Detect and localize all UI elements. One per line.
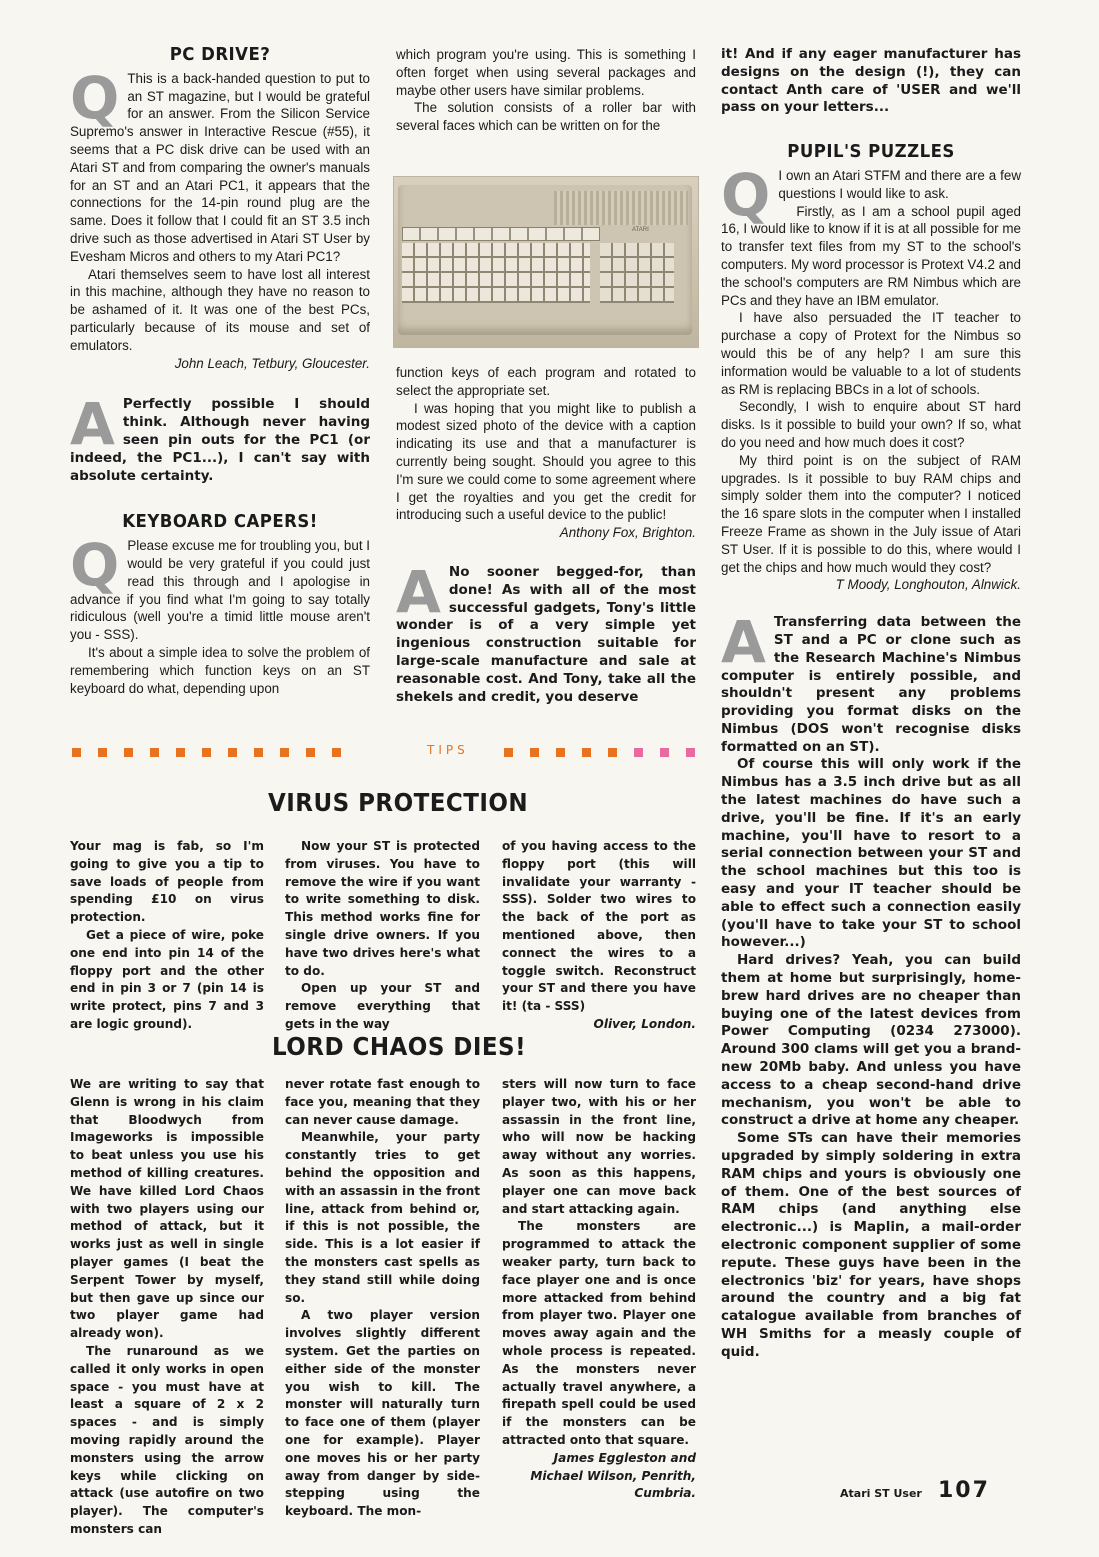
pc-drive-title: PC DRIVE?	[169, 44, 271, 65]
divider-square	[556, 748, 565, 757]
divider-square	[228, 748, 237, 757]
pupils-letter-p3: I have also persuaded the IT teacher to purchase a copy of Protext for the Nimbus so would this be of any help? I am sure this information would be valuable to a lot of students as RM is replacing BBCs in a lot of schools.	[721, 310, 1021, 397]
atari-st-keyboard-photo	[393, 176, 699, 348]
divider-square	[124, 748, 133, 757]
pupils-answer-p2: Of course this will only work if the Nimbus has a 3.5 inch drive but as all the latest machines do have such a drive, you'll be fine. If it's an early machine, you'll have to resort to a serial connection between your ST and the school machines but this too is easy and your IT teacher should be able to effect such a connection easily (you'll have to take your ST to school however...)	[721, 756, 1021, 951]
a-dropcap: A	[70, 390, 115, 459]
chaos-col-1	[70, 1076, 264, 1539]
chaos-title: LORD CHAOS DIES!	[272, 1032, 527, 1061]
keyboard-letter-p6: I was hoping that you might like to publish a modest sized photo of the device with a caption indicating its use and that a manufacturer is currently being sought. Should you agree to this I'm sure we could come to some agreement where I get the royalties and you get the credit for introducing such a useful device to the public!	[396, 400, 696, 523]
virus-signature: Oliver, London.	[593, 1016, 696, 1031]
divider-square	[530, 748, 539, 757]
pupils-letter-p2: Firstly, as I am a school pupil aged 16, I would like to know if it is at all possible for me to transfer text files from my ST to the school's computers. My word processor is Protext V4.2 and the school's computers are RM Nimbus which are PCs and they have an IBM emulator.	[721, 203, 1021, 308]
column-left-top	[70, 46, 370, 697]
pc-drive-signature: John Leach, Tetbury, Gloucester.	[174, 355, 370, 371]
tips-divider	[72, 743, 698, 761]
q-dropcap: Q	[70, 531, 120, 600]
divider-square	[254, 748, 263, 757]
chaos-p7: The monsters are programmed to attack the weaker party, turn back to face player one and is once more attacked from behind from player two. Player one moves away again and the whole process is repeated. As the monsters never actually travel anywhere, a firepath spell could be used if the monsters can be attracted onto that square.	[502, 1219, 696, 1447]
keyboard-letter-p5: function keys of each program and rotated to select the appropriate set.	[396, 365, 696, 398]
divider-square	[332, 748, 341, 757]
q-dropcap: Q	[70, 63, 120, 132]
column-middle-top	[396, 46, 696, 135]
pupils-title: PUPIL'S PUZZLES	[787, 141, 955, 163]
vent-grille	[554, 191, 688, 225]
divider-square	[686, 748, 695, 757]
keyboard-letter-p1: Please excuse me for troubling you, but I would be very grateful if you could just read this through and I apologise in advance if you find what I'm going to say totally ridiculous (well you're a timid little mouse aren't you - SSS).	[70, 538, 370, 643]
virus-col-2	[285, 838, 480, 1034]
divider-square	[72, 748, 81, 757]
a-dropcap: A	[396, 557, 441, 626]
divider-square	[280, 748, 289, 757]
function-key-roller	[402, 227, 600, 241]
divider-square	[98, 748, 107, 757]
tips-label: TIPS	[427, 743, 469, 757]
chaos-signature: James Eggleston and Michael Wilson, Penrith, Cumbria.	[530, 1450, 696, 1501]
pc-drive-answer: Perfectly possible I should think. Although never having seen pin outs for the PC1 (or indeed, the PC1...), I can't say with absolute certainty.	[70, 396, 370, 484]
chaos-col-2	[285, 1076, 480, 1521]
pc-drive-letter-p1: This is a back-handed question to put to an ST magazine, but I would be grateful for an answer. From the Silicon Service Supremo's answer in Interactive Rescue (#55), it seems that a PC disk drive can be used with an Atari ST and from comparing the owner's manuals for an ST and an Atari PC1, it appears that the connections for the 14-pin round plug are the same. Does it follow that I could fit an ST 3.5 inch drive such as those advertised in Atari ST User by Evesham Micros and others to my Atari PC1?	[70, 70, 370, 264]
column-middle-mid	[396, 364, 696, 706]
pupils-answer-p3: Hard drives? Yeah, you can build them at home but surprisingly, home-brew hard drives are no cheaper than buying one of the latest devices from Power Computing (0234 273000). Around 300 clams will get you a brand-new 20Mb baby. And unless you have access to a cheap second-hand drive mechanism, you won't be able to construct a drive at home any cheaper.	[721, 952, 1021, 1129]
main-keys	[402, 243, 590, 303]
keyboard-letter-p4: The solution consists of a roller bar with several faces which can be written on for the	[396, 100, 696, 134]
pupils-letter-p1: I own an Atari STFM and there are a few questions I would like to ask.	[778, 167, 1021, 201]
divider-square	[582, 748, 591, 757]
numeric-keypad	[600, 243, 674, 303]
virus-p3: Now your ST is protected from viruses. You have to remove the wire if you want to write something to disk. This method works fine for single drive owners. If you have two drives here's what to do.	[285, 839, 480, 978]
keyboard-answer-cont: it! And if any eager manufacturer has designs on the design (!), they can contact Anth care of 'USER and we'll pass on your letters...	[721, 46, 1021, 116]
virus-col-3	[502, 838, 696, 1034]
pc-drive-letter-p2: Atari themselves seem to have lost all interest in this machine, although they have no reason to be ashamed of it. It was one of the best PCs, particularly because of its mouse and set of emulators.	[70, 266, 370, 353]
virus-title: VIRUS PROTECTION	[268, 788, 529, 817]
chaos-col-3	[502, 1076, 696, 1503]
pupils-answer-p1: Transferring data between the ST and a PC or clone such as the Research Machine's Nimbus computer is entirely possible, and shouldn't present any problems providing you format disks on the Nimbus (DOS won't recognise disks formatted on an ST).	[721, 614, 1021, 755]
virus-col-1	[70, 838, 264, 1034]
magazine-name: Atari ST User	[840, 1487, 922, 1500]
chaos-p1: We are writing to say that Glenn is wrong in his claim that Bloodwych from Imageworks is impossible to beat unless you use his method of killing creatures. We have killed Lord Chaos with two players using our method of attack, but it works just as well in single player games (I beat the Serpent Tower by myself, but then gave up since our two player game had already won).	[70, 1077, 264, 1341]
chaos-p2: The runaround as we called it only works in open space - you must have at least a square of 2 x 2 spaces - and is simply moving rapidly around the monsters using the arrow keys while clicking on attack (use autofire on two player). The computer's monsters can	[70, 1343, 264, 1536]
divider-square	[504, 748, 513, 757]
keyboard-letter-p2: It's about a simple idea to solve the problem of remembering which function keys on an ST keyboard do what, depending upon	[70, 644, 370, 696]
pupils-letter-p4: Secondly, I wish to enquire about ST hard disks. Is it possible to build your own? If so, what do you need and how much does it cost?	[721, 399, 1021, 450]
virus-p1: Your mag is fab, so I'm going to give you a tip to save loads of people from spending £10 on virus protection.	[70, 839, 264, 925]
pupils-answer-p4: Some STs can have their memories upgraded by simply soldering in extra RAM chips and yours is obviously one of them. One of the best sources of RAM chips (and anything else electronic...) is Maplin, a mail-order electronic component supplier of some repute. These guys have been in the electronics 'biz' for years, have shops around the country and a big fat catalogue available from branches of WH Smiths for a measly couple of quid.	[721, 1130, 1021, 1360]
virus-p2: Get a piece of wire, poke one end into pin 14 of the floppy port and the other end in pin 3 or 7 (pin 14 is write protect, pins 7 and 3 are logic ground).	[70, 927, 264, 1031]
chaos-p4: Meanwhile, your party constantly tries to get behind the opposition and with an assassin in the front line, attack from behind or, if this is not possible, the side. This is a lot easier if the monsters cast spells as they stand still while doing so.	[285, 1130, 480, 1305]
divider-square	[306, 748, 315, 757]
chaos-p3: never rotate fast enough to face you, meaning that they can never cause damage.	[285, 1077, 480, 1127]
divider-square	[660, 748, 669, 757]
pupils-letter-p5: My third point is on the subject of RAM upgrades. Is it possible to buy RAM chips and simply solder them into the computer? I noticed the 16 spare slots in the computer when I installed Freeze Frame as shown in the July issue of Atari ST User. If it is possible to do this, where would I get the chips and how much would they cost?	[721, 452, 1021, 575]
page-number: 107	[938, 1478, 990, 1503]
virus-p4: Open up your ST and remove everything that gets in the way	[285, 981, 480, 1031]
divider-square	[202, 748, 211, 757]
q-dropcap: Q	[721, 160, 771, 229]
column-right	[721, 46, 1021, 1362]
virus-p5: of you having access to the floppy port (this will invalidate your warranty - SSS). Solder two wires to the back of the port as mentioned above, then connect the wires to a toggle switch. Reconstruct your ST and there you have it! (ta - SSS)	[502, 839, 696, 1014]
divider-square	[176, 748, 185, 757]
pupils-signature: T Moody, Longhouton, Alnwick.	[835, 577, 1021, 593]
chaos-p6: sters will now turn to face player two, with his or her assassin in the front line, who will now be hacking away without any worries. As soon as this happens, player one can move back and start attacking again.	[502, 1077, 696, 1216]
brand-label: ATARI	[632, 227, 649, 233]
keyboard-answer: No sooner begged-for, than done! As with all of the most successful gadgets, Tony's little wonder is of a very simple yet ingenious construction suitable for large-scale manufacture and sale at reasonable cost. And Tony, take all the shekels and credit, you deserve	[396, 563, 696, 705]
keyboard-signature: Anthony Fox, Brighton.	[559, 525, 696, 541]
keyboard-letter-p3: which program you're using. This is something I often forget when using several packages and maybe other users have similar problems.	[396, 47, 696, 98]
divider-square	[608, 748, 617, 757]
divider-square	[150, 748, 159, 757]
chaos-p5: A two player version involves slightly different system. Get the parties on either side of the monster you wish to kill. The monster will naturally turn to face one of them (player one for example). Player one moves his or her party away from danger by side-stepping using the keyboard. The mon-	[285, 1308, 480, 1519]
keyboard-title: KEYBOARD CAPERS!	[122, 511, 318, 533]
a-dropcap: A	[721, 608, 766, 677]
divider-square	[634, 748, 643, 757]
